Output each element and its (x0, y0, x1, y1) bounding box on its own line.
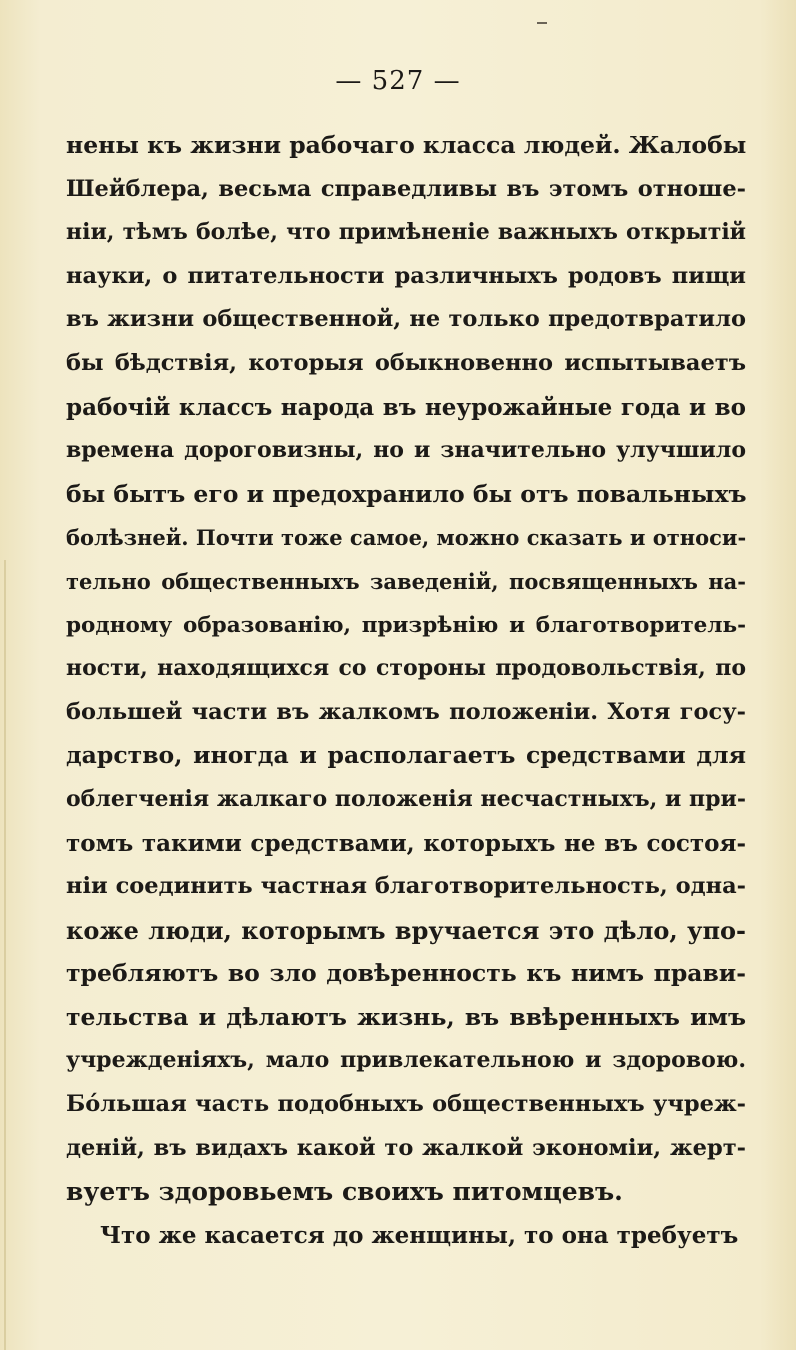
text-line: тельно общественныхъ заведеній, посвященныхъ на- (66, 568, 746, 594)
text-line: ности, находящихся со стороны продовольствія, по (66, 655, 746, 682)
text-line: томъ такими средствами, которыхъ не въ состоя- (66, 829, 746, 857)
text-line: деній, въ видахъ какой то жалкой экономіи, жерт- (66, 1134, 746, 1161)
text-line: учрежденіяхъ, мало привлекательною и здоровою. (66, 1047, 746, 1074)
text-line: времена дороговизны, но и значительно улучшило (66, 437, 746, 464)
page-edge-mark (4, 560, 6, 1350)
text-line: дарство, иногда и располагаетъ средствами для (66, 741, 746, 770)
page-number: — 527 — (335, 66, 461, 96)
text-line: бы бытъ его и предохранило бы отъ повальныхъ (66, 479, 747, 508)
text-line: родному образованію, призрѣнію и благотворитель- (66, 612, 746, 638)
text-line: ніи соединить частная благотворительность, одна- (66, 873, 746, 900)
text-line: вуетъ здоровьемъ своихъ питомцевъ. (66, 1177, 623, 1207)
text-line: бы бѣдствія, которыя обыкновенно испытываетъ (66, 349, 746, 376)
text-line: въ жизни общественной, не только предотвратило (66, 306, 746, 333)
text-line: коже люди, которымъ вручается это дѣло, упо- (66, 915, 746, 945)
text-line: рабочій классъ народа въ неурожайные года и во (66, 393, 746, 421)
text-line: Шейблера, весьма справедливы въ этомъ отноше- (66, 175, 746, 202)
text-line: ніи, тѣмъ болѣе, что примѣненіе важныхъ открытій (66, 219, 746, 246)
text-line: нены къ жизни рабочаго класса людей. Жалобы (66, 131, 747, 159)
text-line: облегченія жалкаго положенія несчастныхъ, и при- (66, 785, 746, 812)
text-line: большей части въ жалкомъ положеніи. Хотя госу- (66, 698, 746, 725)
paragraph-start-line: Что же касается до женщины, то она требуетъ (100, 1221, 739, 1249)
corner-dash (537, 22, 547, 24)
text-line: Бо́льшая часть подобныхъ общественныхъ учреж- (66, 1091, 746, 1118)
body-text (66, 124, 746, 1257)
text-line: науки, о питательности различныхъ родовъ пищи (66, 262, 746, 289)
text-line: требляютъ во зло довѣренность къ нимъ прави- (66, 959, 746, 988)
text-line: болѣзней. Почти тоже самое, можно сказать и относи- (66, 525, 747, 551)
text-line: тельства и дѣлаютъ жизнь, въ ввѣренныхъ имъ (66, 1002, 746, 1031)
